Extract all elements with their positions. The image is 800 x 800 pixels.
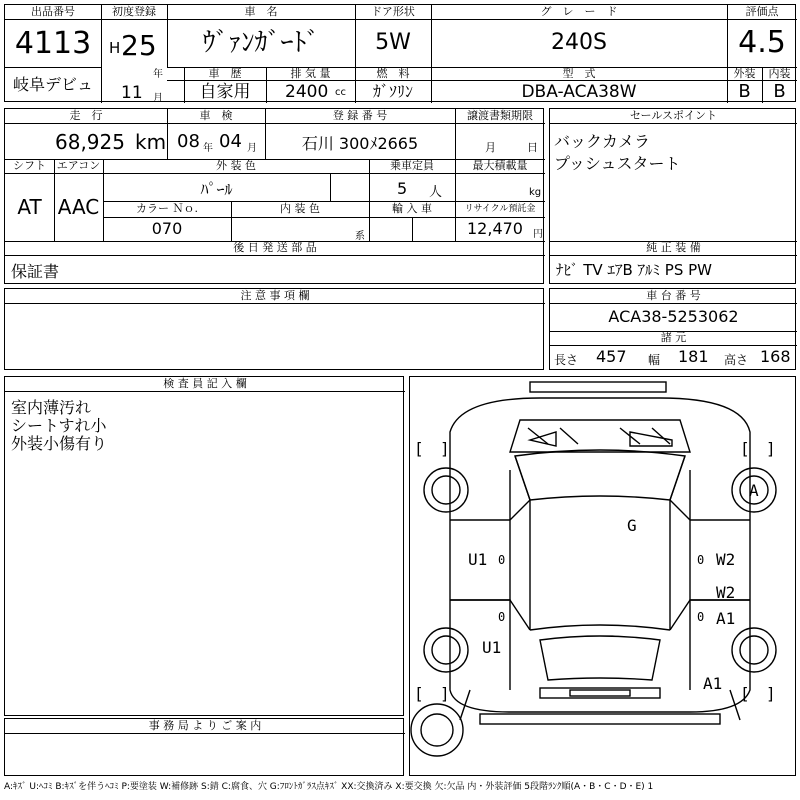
model: DBA-ACA38W <box>521 82 637 102</box>
sales-point-1: バックカメラ <box>554 132 651 151</box>
mileage: 68,925 <box>55 130 125 154</box>
bracket-tl: [ <box>414 439 424 458</box>
mark-front-left-door: U1 <box>468 550 488 569</box>
displacement-unit: cc <box>335 87 346 98</box>
car-name: ｳﾞｧﾝｶﾞｰﾄﾞ <box>202 28 320 58</box>
inspection-year-unit: 年 <box>203 143 213 154</box>
inspector-label: 検 査 員 記 入 欄 <box>163 377 247 390</box>
bracket-bl-close: ] <box>440 684 450 703</box>
notes-box <box>4 288 544 370</box>
lot-no: 4113 <box>14 26 92 61</box>
car-diagram-box <box>409 376 796 776</box>
first-reg-label: 初度登録 <box>112 5 156 18</box>
aircon: AAC <box>57 195 100 219</box>
bracket-br: [ <box>740 684 750 703</box>
year-unit: 年 <box>153 69 163 80</box>
exterior-label: 外装 <box>733 67 756 80</box>
mark-roof: G <box>627 516 637 535</box>
recycle-fee: 12,470 <box>467 219 523 238</box>
displacement-label: 排 気 量 <box>290 67 331 80</box>
recycle-label: リサイクル預託金 <box>464 204 536 214</box>
inspection-label: 車 検 <box>199 109 233 122</box>
equipment-label: 純 正 装 備 <box>646 241 701 254</box>
tire-mark-fl: 0 <box>498 553 506 567</box>
door-type: 5W <box>375 30 411 55</box>
shift-label: シフト <box>13 159 46 172</box>
grade-label: グ レ ー ド <box>540 5 618 18</box>
inspection-year: 08 <box>177 131 200 152</box>
fuel-label: 燃 料 <box>376 67 410 80</box>
interior-grade: B <box>773 81 786 102</box>
score-label: 評価点 <box>745 5 779 18</box>
width-label: 幅 <box>648 353 661 367</box>
equipment: ﾅﾋﾞ TV ｴｱB ｱﾙﾐ PS PW <box>556 261 712 279</box>
reg-no: 石川 300ﾒ2665 <box>301 134 419 153</box>
mark-rear-right-door-top: W2 <box>716 583 736 602</box>
legend: A:ｷｽﾞ U:ﾍｺﾐ B:ｷｽﾞを伴うﾍｺﾐ P:要塗装 W:補修跡 S:錆 C:腐食、穴 G:ﾌﾛﾝﾄｶﾞﾗｽ点ｷｽﾞ XX:交換済み X:要交換 欠:欠品 内・外装評価 5段階ﾗﾝｸ順(A・B・C・D・E) 1 <box>4 782 654 792</box>
int-color-unit: 系 <box>355 231 365 242</box>
mark-rear-right-quarter: A1 <box>703 674 723 693</box>
mark-wheel-fr: A <box>749 481 759 500</box>
venue: 岐阜デビュ <box>12 75 93 94</box>
notes-label: 注 意 事 項 欄 <box>240 289 310 302</box>
inspector-note-1: 室内薄汚れ <box>11 398 92 417</box>
grade: 240S <box>551 30 607 55</box>
month-unit: 月 <box>153 93 163 104</box>
width-value: 181 <box>678 347 709 366</box>
bracket-bl: [ <box>414 684 424 703</box>
transfer-month-unit: 月 <box>485 141 496 154</box>
color-no: 070 <box>151 219 183 238</box>
chassis-box <box>549 288 796 370</box>
car-name-label: 車 名 <box>244 5 278 18</box>
mileage-unit: km <box>135 130 167 154</box>
max-load-unit: kg <box>529 187 542 198</box>
max-load-label: 最大積載量 <box>472 159 528 172</box>
capacity-unit: 人 <box>429 185 443 200</box>
mileage-label: 走 行 <box>69 109 103 122</box>
inspector-box <box>4 376 404 716</box>
post-parts: 保証書 <box>11 262 60 281</box>
tire-mark-fr: 0 <box>697 553 705 567</box>
interior-label: 内装 <box>768 67 791 80</box>
length-label: 長さ <box>554 353 579 367</box>
bracket-tr: [ <box>740 439 750 458</box>
shift: AT <box>17 195 42 219</box>
tire-mark-rr: 0 <box>697 610 705 624</box>
bracket-br-close: ] <box>766 684 776 703</box>
fuel: ｶﾞｿﾘﾝ <box>372 82 413 101</box>
inspector-note-3: 外装小傷有り <box>11 434 108 453</box>
office-label: 事 務 局 よ り ご 案 内 <box>148 719 262 732</box>
sales-point-label: セールスポイント <box>629 109 717 122</box>
exterior-grade: B <box>738 81 751 102</box>
lot-no-label: 出品番号 <box>31 5 75 18</box>
height-value: 168 <box>760 347 791 366</box>
header-box <box>4 4 796 102</box>
model-label: 型 式 <box>562 67 596 80</box>
capacity: 5 <box>397 179 408 198</box>
score: 4.5 <box>738 25 786 60</box>
color-no-label: カラー Ｎｏ. <box>136 202 198 215</box>
sales-point-2: プッシュスタート <box>554 154 681 173</box>
reg-no-label: 登 録 番 号 <box>332 109 388 122</box>
first-reg-year: 25 <box>121 29 157 62</box>
ext-color: ﾊﾟｰﾙ <box>200 180 233 199</box>
bracket-tl-close: ] <box>440 439 450 458</box>
length-value: 457 <box>596 347 627 366</box>
history-label: 車 歴 <box>208 67 242 80</box>
dims-label: 諸 元 <box>660 331 687 344</box>
specs-box <box>4 108 544 284</box>
era: H <box>109 39 121 57</box>
mark-front-right-door: W2 <box>716 550 736 569</box>
mark-rear-left-fender: U1 <box>482 638 502 657</box>
recycle-unit: 円 <box>533 229 543 240</box>
mark-rear-right-door-bottom: A1 <box>716 609 736 628</box>
inspection-month-unit: 月 <box>247 143 257 154</box>
displacement: 2400 <box>285 82 329 102</box>
chassis-no: ACA38-5253062 <box>608 307 739 326</box>
post-parts-label: 後 日 発 送 部 品 <box>233 241 317 254</box>
inspection-month: 04 <box>219 131 242 152</box>
tire-mark-rl: 0 <box>498 610 506 624</box>
import-label: 輸 入 車 <box>392 202 432 215</box>
inspector-note-2: シートすれ小 <box>11 416 107 435</box>
capacity-label: 乗車定員 <box>390 159 434 172</box>
door-label: ドア形状 <box>371 5 415 18</box>
transfer-day-unit: 日 <box>527 141 538 154</box>
history: 自家用 <box>199 82 251 102</box>
int-color-label: 内 装 色 <box>280 202 320 215</box>
first-reg-month: 11 <box>121 83 143 103</box>
transfer-label: 譲渡書類期限 <box>467 109 533 122</box>
height-label: 高さ <box>724 353 749 367</box>
aircon-label: エアコン <box>56 159 101 172</box>
sales-box <box>549 108 796 284</box>
ext-color-label: 外 装 色 <box>216 159 256 172</box>
bracket-tr-close: ] <box>766 439 776 458</box>
office-box <box>4 718 404 776</box>
chassis-label: 車 台 番 号 <box>646 289 701 302</box>
